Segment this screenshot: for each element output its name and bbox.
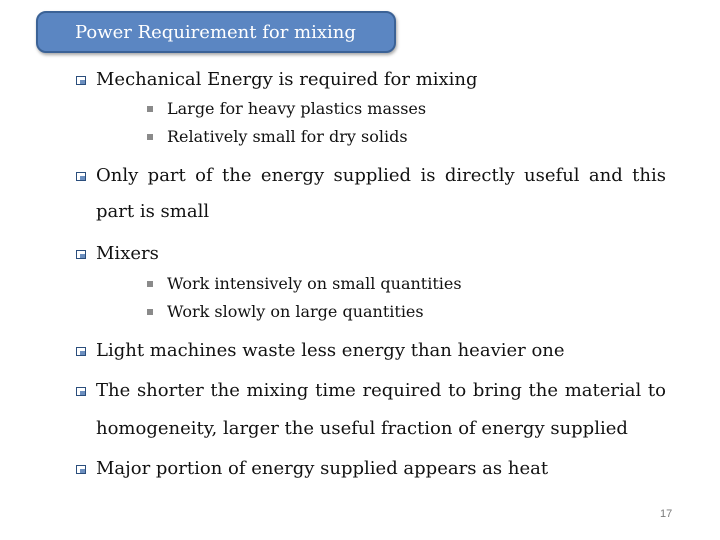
square-bullet-icon [147, 106, 153, 112]
square-bullet-icon [147, 134, 153, 140]
sub-bullet-heavy-plastics: Large for heavy plastics masses [167, 99, 427, 118]
sub-bullet-dry-solids: Relatively small for dry solids [167, 127, 408, 146]
bullet-mixers: Mixers [96, 243, 159, 264]
sub-bullet-work-intensively: Work intensively on small quantities [167, 274, 462, 293]
page-number: 17 [660, 508, 673, 520]
checkbox-bullet-icon [76, 347, 86, 356]
bullet-mechanical-energy: Mechanical Energy is required for mixing [96, 69, 478, 90]
bullet-mixing-time-line1: The shorter the mixing time required to bring the material to [96, 380, 666, 401]
checkbox-bullet-icon [76, 250, 86, 259]
square-bullet-icon [147, 309, 153, 315]
slide-title: Power Requirement for mixing [75, 21, 356, 43]
bullet-heat: Major portion of energy supplied appears as heat [96, 458, 549, 479]
square-bullet-icon [147, 281, 153, 287]
checkbox-bullet-icon [76, 387, 86, 396]
checkbox-bullet-icon [76, 465, 86, 474]
bullet-mixing-time-line2: homogeneity, larger the useful fraction of energy supplied [96, 418, 628, 439]
bullet-energy-useful-line2: part is small [96, 201, 210, 222]
checkbox-bullet-icon [76, 172, 86, 181]
sub-bullet-work-slowly: Work slowly on large quantities [167, 302, 424, 321]
title-banner [36, 11, 396, 53]
bullet-energy-useful-line1: Only part of the energy supplied is directly useful and this [96, 165, 666, 186]
checkbox-bullet-icon [76, 76, 86, 85]
bullet-light-machines: Light machines waste less energy than heavier one [96, 340, 565, 361]
